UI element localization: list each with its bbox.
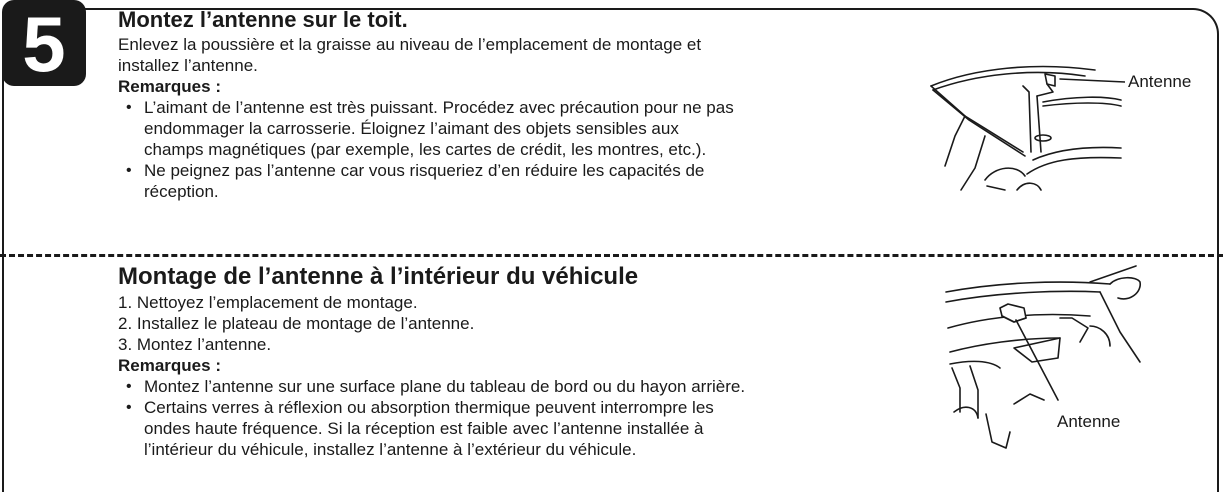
car-roof-drawing [925,56,1125,196]
roof-mount-title: Montez l’antenne sur le toit. [118,7,408,32]
roof-mount-remark-2 [118,160,928,202]
step-number: 5 [22,0,66,88]
step-number-badge [2,0,86,86]
remark-line: • Certains verres à réflexion ou absorption thermique peuvent interrompre les [144,398,714,417]
roof-antenna-callout: Antenne [1128,72,1192,91]
interior-mount-steps [118,292,928,355]
interior-antenna-callout: Antenne [1057,412,1121,431]
remark-line: l’intérieur du véhicule, installez l’antenne à l’extérieur du véhicule. [144,440,637,459]
interior-mount-remarks-title: Remarques : [118,356,221,375]
interior-mount-remark-1 [118,376,928,397]
interior-mount-title: Montage de l’antenne à l’intérieur du véhicule [118,263,639,290]
remark-line: endommager la carrosserie. Éloignez l’aimant des objets sensibles aux [144,119,679,138]
interior-step: 3. Montez l’antenne. [118,335,272,354]
roof-mount-intro-line-1: Enlevez la poussière et la graisse au niveau de l’emplacement de montage et [118,35,702,54]
remark-line: champs magnétiques (par exemple, les cartes de crédit, les montres, etc.). [144,140,707,159]
roof-mount-remarks-title: Remarques : [118,77,221,96]
remark-line: réception. [144,182,219,201]
remark-line: • Montez l’antenne sur une surface plane du tableau de bord ou du hayon arrière. [144,377,746,396]
roof-mount-section [118,6,928,202]
interior-mount-section [118,262,928,460]
interior-mount-remark-2 [118,397,928,460]
roof-mount-remark-1 [118,97,928,160]
interior-step: 2. Installez le plateau de montage de l’antenne. [118,314,475,333]
roof-mount-intro-line-2: installez l’antenne. [118,56,258,75]
section-divider [0,254,1223,257]
remark-line: ondes haute fréquence. Si la réception est faible avec l’antenne installée à [144,419,704,438]
roof-mount-remarks-list [118,97,928,202]
remark-line: • Ne peignez pas l’antenne car vous risqueriez d’en réduire les capacités de [144,161,705,180]
remark-line: • L’aimant de l’antenne est très puissant. Procédez avec précaution pour ne pas [144,98,734,117]
interior-step: 1. Nettoyez l’emplacement de montage. [118,293,418,312]
interior-mount-remarks-list [118,376,928,460]
car-roof-antenna-illustration [925,56,1125,196]
